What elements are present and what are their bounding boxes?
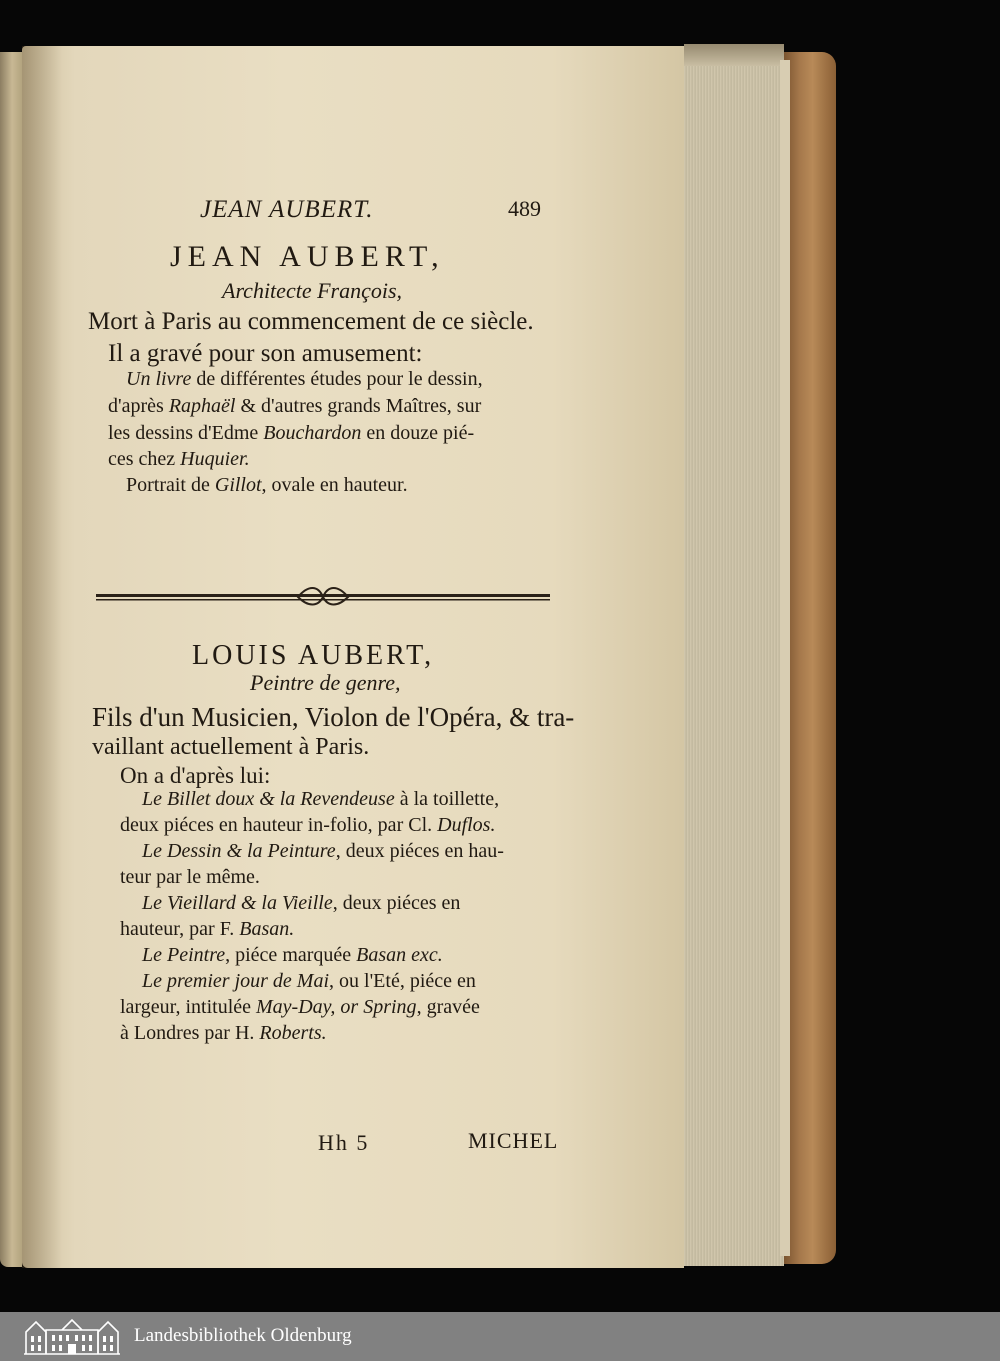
work-title: May-Day, or Spring xyxy=(256,996,417,1018)
gutter-shadow xyxy=(22,46,62,1268)
entry-heading-louis-aubert: LOUIS AUBERT, xyxy=(192,640,435,671)
work-title: Le Peintre xyxy=(142,944,226,966)
library-name: Landesbibliothek Oldenburg xyxy=(134,1325,352,1346)
text-run: , ou l'Eté, piéce en xyxy=(329,970,476,992)
artist-name: Gillot xyxy=(214,474,262,496)
entry-text-line xyxy=(142,788,499,811)
entry-text-line: vaillant actuellement à Paris. xyxy=(92,734,370,760)
page-stack-edge xyxy=(684,44,784,1266)
book-page xyxy=(22,46,684,1268)
work-title: Le Dessin & la Peinture xyxy=(142,840,336,862)
entry-text-line xyxy=(126,368,483,391)
text-run: à Londres par H. xyxy=(120,1022,260,1044)
entry-text-line xyxy=(108,422,474,445)
entry-text-line xyxy=(120,918,294,941)
entry-text-line xyxy=(120,996,480,1019)
entry-heading-jean-aubert: JEAN AUBERT, xyxy=(170,240,445,273)
publisher-mark: Basan exc. xyxy=(356,944,443,966)
text-run: ces chez xyxy=(108,448,181,470)
entry-role: Architecte François, xyxy=(222,278,403,303)
text-run: à la toillette, xyxy=(394,788,500,810)
artist-name: Raphaël xyxy=(168,395,236,417)
catchword: MICHEL xyxy=(468,1128,559,1153)
text-run: , ovale en hauteur. xyxy=(261,474,408,496)
footer-bar xyxy=(0,1312,1000,1361)
left-page-edge xyxy=(0,52,22,1267)
text-run: largeur, intitulée xyxy=(120,996,257,1018)
cover-inner-edge xyxy=(780,60,790,1256)
entry-text-line xyxy=(126,474,408,497)
entry-text-line xyxy=(120,814,495,837)
entry-text-line xyxy=(142,944,443,967)
text-run: de différentes études pour le dessin, xyxy=(191,368,483,390)
signature-mark: Hh 5 xyxy=(318,1130,370,1155)
work-title: Un livre xyxy=(126,368,192,390)
text-run: , piéce marquée xyxy=(225,944,357,966)
entry-text-line xyxy=(142,970,476,993)
artist-name: Basan. xyxy=(239,918,295,940)
text-run: & d'autres grands Maîtres, sur xyxy=(235,395,482,417)
entry-text-line: teur par le même. xyxy=(120,866,260,888)
page-stack-top xyxy=(684,44,784,66)
text-run: , gravée xyxy=(416,996,480,1018)
text-run: , deux piéces en hau- xyxy=(335,840,504,862)
ornamental-divider xyxy=(96,587,550,607)
artist-name: Huquier. xyxy=(180,448,250,470)
entry-text-line: Il a gravé pour son amusement: xyxy=(108,340,423,367)
entry-text-line xyxy=(108,448,250,471)
text-run: , deux piéces en xyxy=(332,892,461,914)
library-building-icon xyxy=(22,1316,122,1356)
page-number: 489 xyxy=(508,196,541,221)
work-title: Le premier jour de Mai xyxy=(142,970,330,992)
text-run: deux piéces en hauteur in-folio, par Cl. xyxy=(120,814,438,836)
text-run: en douze pié- xyxy=(361,422,475,444)
artist-name: Roberts. xyxy=(259,1022,327,1044)
book-cover-board xyxy=(784,52,836,1264)
artist-name: Duflos. xyxy=(437,814,496,836)
work-title: Le Billet doux & la Revendeuse xyxy=(142,788,395,810)
entry-role: Peintre de genre, xyxy=(250,670,401,695)
text-run: d'après xyxy=(108,395,169,417)
entry-text-line: On a d'après lui: xyxy=(120,763,271,788)
entry-text-line: Fils d'un Musicien, Violon de l'Opéra, & tra- xyxy=(92,702,575,732)
text-run: les dessins d'Edme xyxy=(108,422,264,444)
artist-name: Bouchardon xyxy=(263,422,362,444)
text-run: hauteur, par F. xyxy=(120,918,240,940)
entry-text-line xyxy=(142,892,460,915)
entry-text-line: Mort à Paris au commencement de ce siècle. xyxy=(88,308,534,335)
running-head: JEAN AUBERT. xyxy=(200,196,374,223)
work-title: Le Vieillard & la Vieille xyxy=(142,892,333,914)
entry-text-line xyxy=(120,1022,327,1045)
entry-text-line xyxy=(108,395,481,418)
text-run: Portrait de xyxy=(126,474,215,496)
entry-text-line xyxy=(142,840,504,863)
